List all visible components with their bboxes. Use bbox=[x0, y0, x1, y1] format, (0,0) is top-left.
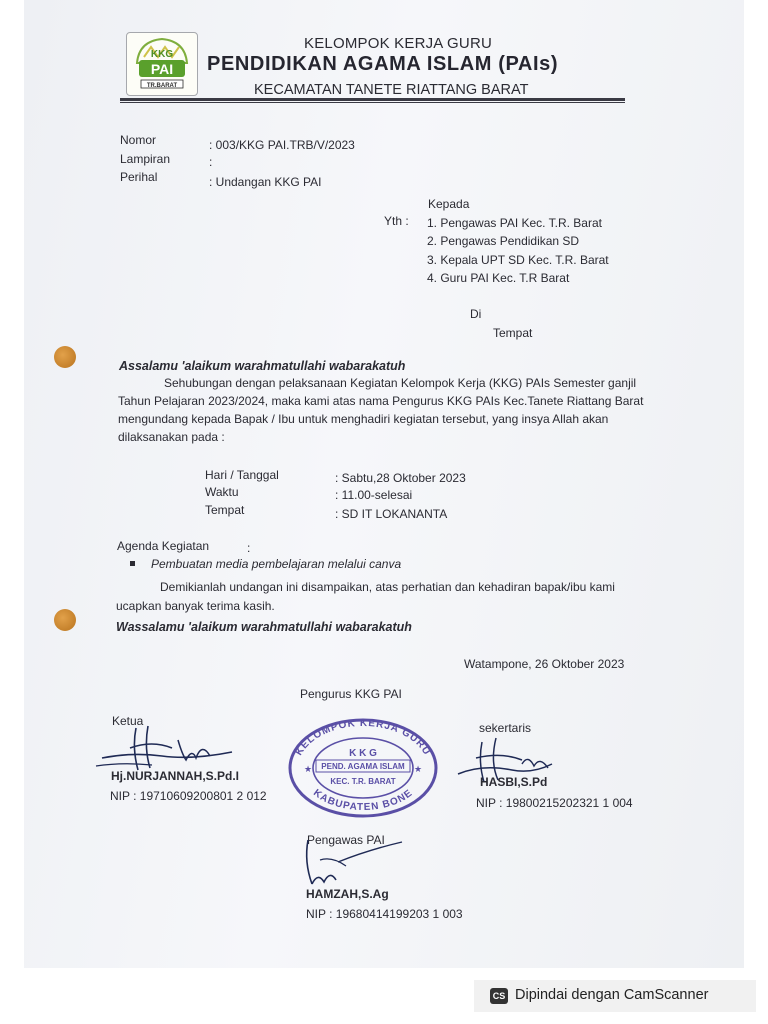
di-label: Di bbox=[470, 307, 482, 321]
detail-value: : 11.00-selesai bbox=[335, 488, 413, 502]
detail-value: : Sabtu,28 Oktober 2023 bbox=[335, 471, 466, 485]
closing-line: ucapkan banyak terima kasih. bbox=[116, 599, 275, 613]
closing-line: Demikianlah undangan ini disampaikan, atas perhatian dan kehadiran bapak/ibu kami bbox=[160, 580, 615, 594]
detail-label: Hari / Tanggal bbox=[205, 468, 279, 482]
svg-text:KEC. T.R. BARAT: KEC. T.R. BARAT bbox=[330, 777, 396, 786]
punch-hole-bottom bbox=[54, 609, 76, 631]
letterhead-rule-thin bbox=[120, 102, 625, 103]
perihal-value: : Undangan KKG PAI bbox=[209, 175, 322, 189]
lampiran-label: Lampiran bbox=[120, 152, 171, 166]
tempat-address: Tempat bbox=[493, 326, 533, 340]
agenda-label: Agenda Kegiatan bbox=[117, 539, 210, 553]
nomor-value: : 003/KKG PAI.TRB/V/2023 bbox=[209, 138, 355, 152]
recipient-item: 2. Pengawas Pendidikan SD bbox=[427, 234, 580, 248]
org-line-2: PENDIDIKAN AGAMA ISLAM (PAIs) bbox=[207, 53, 559, 75]
official-stamp bbox=[286, 716, 440, 820]
place-date: Watampone, 26 Oktober 2023 bbox=[464, 657, 625, 671]
pengawas-role: Pengawas PAI bbox=[307, 833, 385, 847]
greeting-salam: Assalamu 'alaikum warahmatullahi wabarakatuh bbox=[119, 359, 406, 373]
pengurus-title: Pengurus KKG PAI bbox=[300, 687, 402, 701]
perihal-label: Perihal bbox=[120, 170, 158, 184]
lampiran-value: : bbox=[209, 155, 213, 169]
body-line: dilaksanakan pada : bbox=[118, 430, 225, 444]
pengawas-name: HAMZAH,S.Ag bbox=[306, 887, 389, 901]
camscanner-footer bbox=[474, 980, 756, 1012]
punch-hole-top bbox=[54, 346, 76, 368]
svg-text:★: ★ bbox=[414, 764, 423, 774]
sekretaris-role: sekertaris bbox=[479, 721, 532, 735]
sekretaris-nip: NIP : 19800215202321 1 004 bbox=[476, 796, 633, 810]
body-line: mengundang kepada Bapak / Ibu untuk menghadiri kegiatan tersebut, yang insya Allah akan bbox=[118, 412, 609, 426]
svg-text:TR.BARAT: TR.BARAT bbox=[146, 83, 178, 89]
yth-label: Yth : bbox=[384, 214, 409, 228]
recipient-item: 4. Guru PAI Kec. T.R Barat bbox=[427, 271, 570, 285]
recipient-item: 3. Kepala UPT SD Kec. T.R. Barat bbox=[427, 253, 609, 267]
body-line: Sehubungan dengan pelaksanaan Kegiatan Kelompok Kerja (KKG) PAIs Semester ganjil bbox=[164, 376, 637, 390]
camscanner-icon: CS bbox=[490, 988, 508, 1004]
org-line-1: KELOMPOK KERJA GURU bbox=[304, 35, 493, 52]
letterhead-rule-thick bbox=[120, 98, 625, 101]
kkg-pai-logo-graphic bbox=[127, 33, 197, 95]
org-line-3: KECAMATAN TANETE RIATTANG BARAT bbox=[254, 82, 529, 98]
pengawas-nip: NIP : 19680414199203 1 003 bbox=[306, 907, 463, 921]
body-line: Tahun Pelajaran 2023/2024, maka kami atas nama Pengurus KKG PAIs Kec.Tanete Riattang Barat bbox=[118, 394, 644, 408]
svg-text:★: ★ bbox=[304, 764, 313, 774]
camscanner-text: Dipindai dengan CamScanner bbox=[515, 987, 709, 1003]
svg-text:KELOMPOK KERJA GURU: KELOMPOK KERJA GURU bbox=[293, 717, 433, 758]
agenda-item: Pembuatan media pembelajaran melalui canva bbox=[151, 557, 402, 571]
svg-text:KABUPATEN BONE: KABUPATEN BONE bbox=[311, 787, 415, 814]
svg-text:K K G: K K G bbox=[349, 748, 377, 759]
kepada-label: Kepada bbox=[428, 197, 470, 211]
closing-salam: Wassalamu 'alaikum warahmatullahi wabarakatuh bbox=[116, 620, 412, 634]
ketua-nip: NIP : 19710609200801 2 012 bbox=[110, 789, 267, 803]
sekretaris-name: HASBI,S.Pd bbox=[480, 775, 548, 789]
ketua-name: Hj.NURJANNAH,S.Pd.I bbox=[111, 769, 240, 783]
svg-text:PEND. AGAMA ISLAM: PEND. AGAMA ISLAM bbox=[321, 762, 405, 771]
agenda-bullet-icon bbox=[130, 561, 135, 566]
agenda-colon: : bbox=[247, 541, 251, 555]
detail-label: Waktu bbox=[205, 485, 239, 499]
ketua-role: Ketua bbox=[112, 714, 144, 728]
svg-text:KKG: KKG bbox=[150, 49, 174, 60]
kkg-pai-logo bbox=[126, 32, 198, 96]
detail-value: : SD IT LOKANANTA bbox=[335, 507, 448, 521]
svg-text:PAI: PAI bbox=[150, 61, 174, 77]
recipient-item: 1. Pengawas PAI Kec. T.R. Barat bbox=[427, 216, 602, 230]
pengawas-signature bbox=[298, 832, 408, 890]
nomor-label: Nomor bbox=[120, 133, 157, 147]
detail-label: Tempat bbox=[205, 503, 245, 517]
